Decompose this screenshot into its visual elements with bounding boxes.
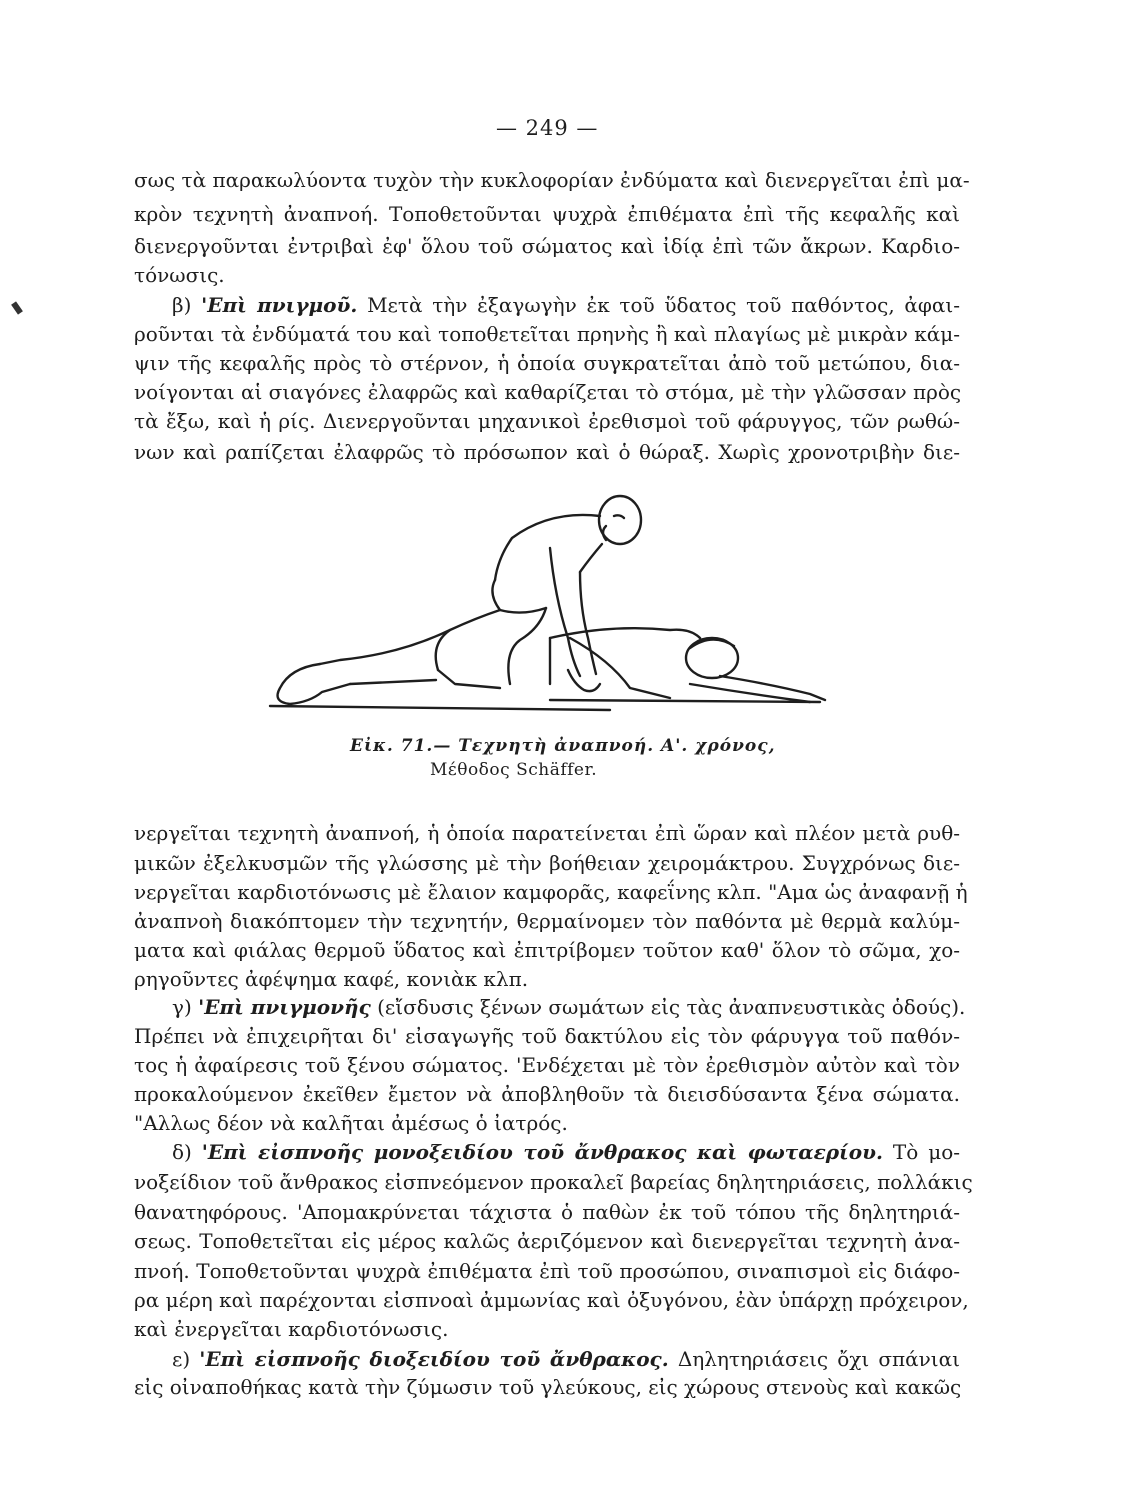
text-line: προκαλούμενον ἐκεῖθεν ἔμετον νὰ ἀποβληθοῦν τὰ διεισδύσαντα ξένα σώματα. bbox=[134, 1082, 960, 1106]
section-c-first-line bbox=[172, 994, 966, 1020]
text-line: τος ἡ ἀφαίρεσις τοῦ ξένου σώματος. 'Ενδέχεται μὲ τὸν ἐρεθισμὸν αὐτὸν καὶ τὸν bbox=[134, 1053, 960, 1077]
text-line: σεως. Τοποθετεῖται εἰς μέρος καλῶς ἀεριζόμενον καὶ διενεργεῖται τεχνητὴ ἀνα- bbox=[134, 1229, 960, 1253]
text-line: ψιν τῆς κεφαλῆς πρὸς τὸ στέρνον, ἡ ὁποία συγκρατεῖται ἀπὸ τοῦ μετώπου, δια- bbox=[134, 351, 960, 375]
section-heading: 'Επὶ πνιγμονῆς bbox=[198, 995, 371, 1019]
text-line: εἰς οἰναποθήκας κατὰ τὴν ζύμωσιν τοῦ γλεύκους, εἰς χώρους στενοὺς καὶ κακῶς bbox=[134, 1375, 962, 1399]
figure-caption: Εἰκ. 71.— Τεχνητὴ ἀναπνοή. Α'. χρόνος, bbox=[350, 736, 776, 756]
text-line: ἀναπνοὴ διακόπτομεν τὴν τεχνητήν, θερμαίνομεν τὸν παθόντα μὲ θερμὰ καλύμ- bbox=[134, 909, 960, 933]
section-heading: 'Επὶ εἰσπνοῆς μονοξειδίου τοῦ ἄνθρακος καὶ φωταερίου. bbox=[201, 1140, 883, 1164]
text-line: ροῦνται τὰ ἐνδύματά του καὶ τοποθετεῖται πρηνὴς ἢ καὶ πλαγίως μὲ μικρὰν κάμ- bbox=[134, 322, 960, 346]
text-line: "Αλλως δέον νὰ καλῆται ἀμέσως ὁ ἰατρός. bbox=[134, 1111, 568, 1135]
figure-caption-method: Μέθοδος Schäffer. bbox=[430, 760, 598, 780]
text-line: μικῶν ἐξελκυσμῶν τῆς γλώσσης μὲ τὴν βοήθειαν χειρομάκτρου. Συγχρόνως διε- bbox=[134, 851, 960, 875]
text-line: κρὸν τεχνητὴ ἀναπνοή. Τοποθετοῦνται ψυχρὰ ἐπιθέματα ἐπὶ τῆς κεφαλῆς καὶ bbox=[134, 202, 960, 226]
text-line: τὰ ἔξω, καὶ ἡ ρίς. Διενεργοῦνται μηχανικοὶ ἐρεθισμοὶ τοῦ φάρυγγος, τῶν ρωθώ- bbox=[134, 409, 960, 433]
text-line: διενεργοῦνται ἐντριβαὶ ἐφ' ὅλου τοῦ σώματος καὶ ἰδίᾳ ἐπὶ τῶν ἄκρων. Καρδιο- bbox=[134, 234, 960, 258]
section-label: δ) bbox=[172, 1140, 192, 1164]
section-label: ε) bbox=[172, 1347, 191, 1371]
text-span: Δηλητηριάσεις ὄχι σπάνιαι bbox=[677, 1347, 960, 1371]
text-line: νεργεῖται καρδιοτόνωσις μὲ ἔλαιον καμφορᾶς, καφεΐνης κλπ. "Αμα ὡς ἀναφανῇ ἡ bbox=[134, 880, 968, 904]
text-line: ματα καὶ φιάλας θερμοῦ ὕδατος καὶ ἐπιτρίβομεν τοῦτον καθ' ὅλον τὸ σῶμα, χο- bbox=[134, 938, 960, 962]
text-line: πνοή. Τοποθετοῦνται ψυχρὰ ἐπιθέματα ἐπὶ τοῦ προσώπου, σιναπισμοὶ εἰς διάφο- bbox=[134, 1259, 960, 1283]
section-heading: 'Επὶ πνιγμοῦ. bbox=[201, 293, 358, 317]
text-line: τόνωσις. bbox=[134, 263, 225, 287]
text-line: ρηγοῦντες ἀφέψημα καφέ, κονιὰκ κλπ. bbox=[134, 967, 529, 991]
text-line: νοξείδιον τοῦ ἄνθρακος εἰσπνεόμενον προκαλεῖ βαρείας δηλητηριάσεις, πολλάκις bbox=[134, 1170, 973, 1194]
text-line: καὶ ἐνεργεῖται καρδιοτόνωσις. bbox=[134, 1317, 449, 1341]
text-line: νων καὶ ραπίζεται ἐλαφρῶς τὸ πρόσωπον καὶ ὁ θώραξ. Χωρὶς χρονοτριβὴν διε- bbox=[134, 440, 960, 464]
text-line: σως τὰ παρακωλύοντα τυχὸν τὴν κυκλοφορίαν ἐνδύματα καὶ διενεργεῖται ἐπὶ μα- bbox=[134, 168, 970, 192]
text-span: (εἴσδυσις ξένων σωμάτων εἰς τὰς ἀναπνευστικὰς ὁδούς). bbox=[377, 995, 966, 1019]
section-heading: 'Επὶ εἰσπνοῆς διοξειδίου τοῦ ἄνθρακος. bbox=[199, 1347, 669, 1371]
text-line: Πρέπει νὰ ἐπιχειρῆται δι' εἰσαγωγῆς τοῦ δακτύλου εἰς τὸν φάρυγγα τοῦ παθόν- bbox=[134, 1024, 960, 1048]
section-label: γ) bbox=[172, 995, 192, 1019]
text-line: νεργεῖται τεχνητὴ ἀναπνοή, ἡ ὁποία παρατείνεται ἐπὶ ὥραν καὶ πλέον μετὰ ρυθ- bbox=[134, 821, 960, 845]
schafer-method-illustration bbox=[250, 488, 850, 738]
text-span: Τὸ μο- bbox=[892, 1140, 961, 1164]
section-e-first-line bbox=[172, 1346, 960, 1372]
text-line: ρα μέρη καὶ παρέχονται εἰσπνοαὶ ἀμμωνίας καὶ ὀξυγόνου, ἐὰν ὑπάρχῃ πρόχειρον, bbox=[134, 1288, 969, 1312]
margin-mark bbox=[11, 301, 23, 314]
section-d-first-line bbox=[172, 1139, 960, 1165]
text-span: Μετὰ τὴν ἐξαγωγὴν ἐκ τοῦ ὕδατος τοῦ παθόντος, ἀφαι- bbox=[367, 293, 961, 317]
page-number: — 249 — bbox=[496, 116, 599, 140]
section-label: β) bbox=[172, 293, 192, 317]
section-b-first-line bbox=[172, 292, 960, 318]
text-line: θανατηφόρους. 'Απομακρύνεται τάχιστα ὁ παθὼν ἐκ τοῦ τόπου τῆς δηλητηριά- bbox=[134, 1200, 960, 1224]
text-line: νοίγονται αἱ σιαγόνες ἐλαφρῶς καὶ καθαρίζεται τὸ στόμα, μὲ τὴν γλῶσσαν πρὸς bbox=[134, 380, 962, 404]
